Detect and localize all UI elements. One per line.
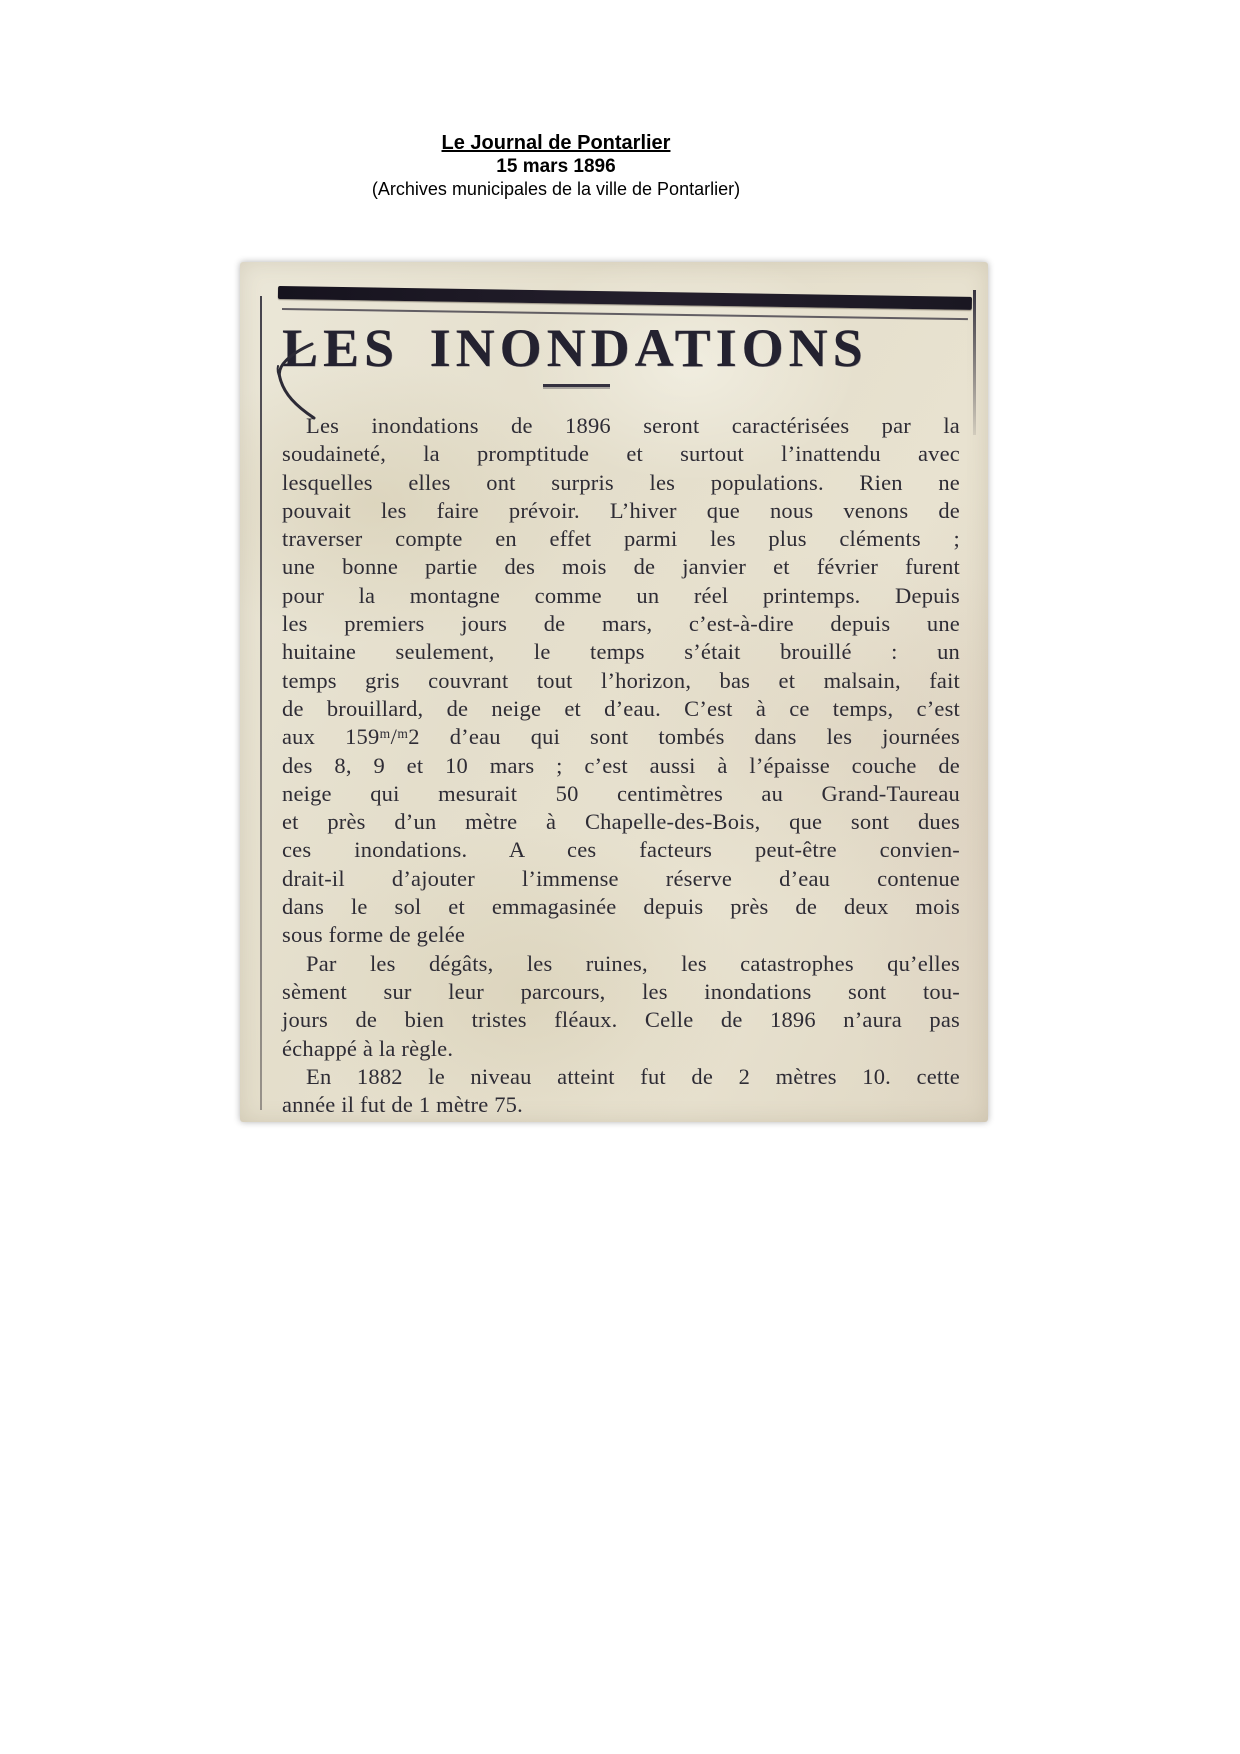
article-line: pouvait les faire prévoir. L’hiver que nous venons de (282, 497, 960, 523)
left-column-rule (260, 296, 262, 1110)
masthead-bar (278, 286, 972, 310)
article-line: et près d’un mètre à Chapelle-des-Bois, que sont dues (282, 809, 960, 835)
article-line: En 1882 le niveau atteint fut de 2 mètres 10. cette (306, 1063, 960, 1089)
article-line: année il fut de 1 mètre 75. (282, 1092, 523, 1118)
article-paragraph (282, 1063, 960, 1120)
article-line: de brouillard, de neige et d’eau. C’est à ce temps, c’est (282, 695, 960, 721)
article-line: Par les dégâts, les ruines, les catastrophes qu’elles (306, 950, 960, 976)
article-line: traverser compte en effet parmi les plus cléments ; (282, 526, 960, 552)
article-line: huitaine seulement, le temps s’était brouillé : un (282, 639, 960, 665)
article-line: une bonne partie des mois de janvier et février furent (282, 554, 960, 580)
archive-source: (Archives municipales de la ville de Pontarlier) (371, 179, 741, 199)
article-headline: LES INONDATIONS (282, 318, 868, 378)
article-body (282, 412, 960, 1119)
article-line: dans le sol et emmagasinée depuis près de deux mois (282, 894, 960, 920)
headline-divider (543, 384, 610, 387)
article-line: lesquelles elles ont surpris les populations. Rien ne (282, 469, 960, 495)
article-line: Les inondations de 1896 seront caractérisées par la (306, 413, 960, 438)
article-line: pour la montagne comme un réel printemps. Depuis (282, 582, 960, 608)
document-header (156, 131, 956, 201)
article-line: sèment sur leur parcours, les inondations sont tou- (282, 978, 960, 1004)
article-line: drait-il d’ajouter l’immense réserve d’eau contenue (282, 865, 960, 891)
article-line: soudaineté, la promptitude et surtout l’inattendu avec (282, 441, 960, 467)
article-line: échappé à la règle. (282, 1035, 454, 1061)
article-line: temps gris couvrant tout l’horizon, bas et malsain, fait (282, 667, 960, 693)
article-line: ces inondations. A ces facteurs peut-être convien- (282, 837, 960, 863)
journal-title: Le Journal de Pontarlier (441, 132, 671, 154)
right-column-rule (973, 290, 976, 435)
article-paragraph (282, 412, 960, 950)
article-line: sous forme de gelée (282, 922, 466, 948)
article-line: les premiers jours de mars, c’est-à-dire depuis une (282, 611, 960, 637)
journal-date: 15 mars 1896 (496, 156, 616, 177)
article-line: aux 159ᵐ/ᵐ2 d’eau qui sont tombés dans les journées (282, 724, 960, 750)
article-line: des 8, 9 et 10 mars ; c’est aussi à l’épaisse couche de (282, 752, 960, 778)
article-line: neige qui mesurait 50 centimètres au Grand-Taureau (282, 780, 960, 806)
article-paragraph (282, 950, 960, 1063)
article-line: jours de bien tristes fléaux. Celle de 1896 n’aura pas (282, 1007, 960, 1033)
newspaper-clipping (240, 262, 988, 1122)
